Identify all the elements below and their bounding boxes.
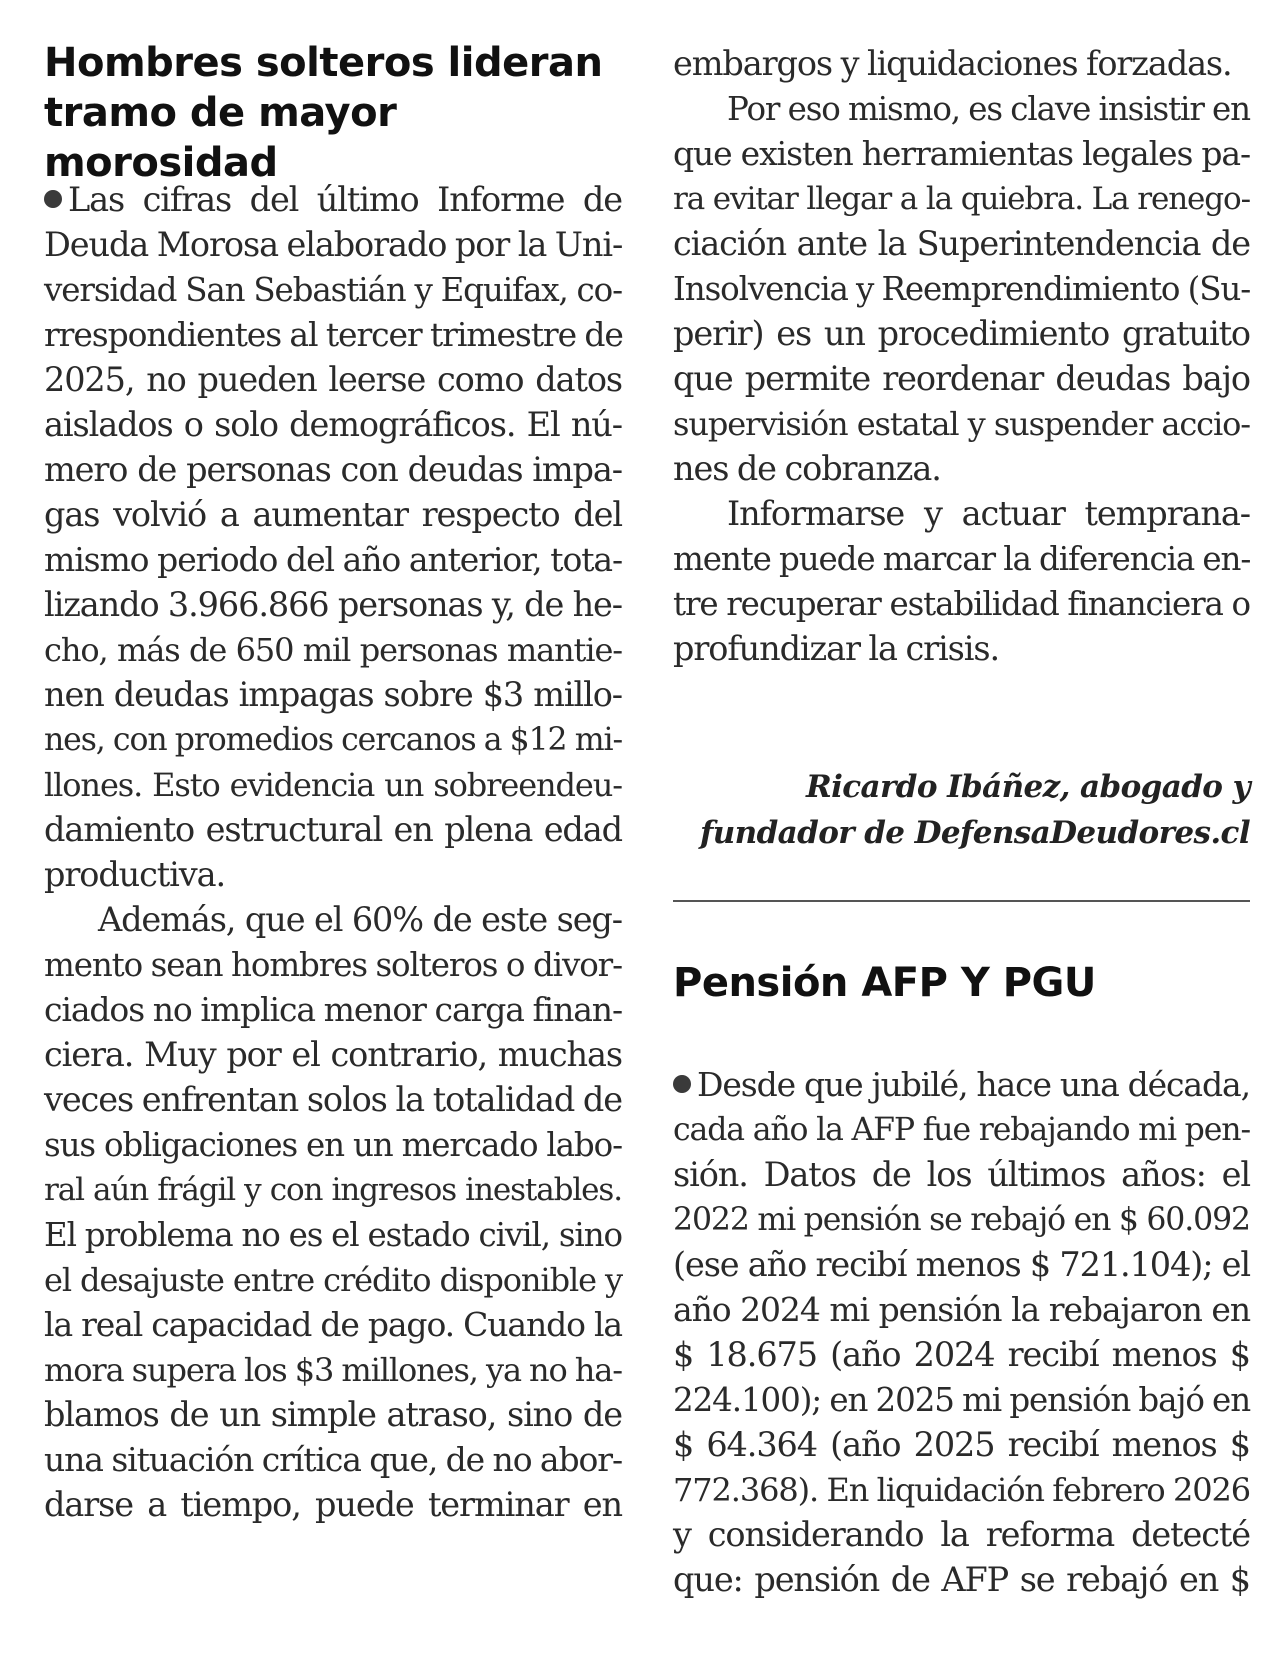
article-1-line: Las cifras del último Informe de xyxy=(44,176,622,224)
article-1-line: nes de cobranza. xyxy=(673,449,941,488)
article-1-line: ra evitar llegar a la quiebra. La renego- xyxy=(673,181,1250,217)
article-1-line: lizando 3.966.866 personas y, de he- xyxy=(44,585,622,624)
author-signature-line: fundador de DefensaDeudores.cl xyxy=(699,815,1250,851)
article-1-line: supervisión estatal y suspender accio- xyxy=(673,405,1250,443)
article-1-line: nes, con promedios cercanos a $12 mi- xyxy=(44,722,622,758)
article-1-line: darse a tiempo, puede terminar en xyxy=(44,1485,622,1524)
article-1-line: blamos de un simple atraso, sino de xyxy=(44,1395,622,1434)
article-2-headline: Pensión AFP Y PGU xyxy=(673,960,1096,1006)
article-1-line: Deuda Morosa elaborado por la Uni- xyxy=(44,225,623,264)
article-1-line: embargos y liquidaciones forzadas. xyxy=(673,44,1232,83)
article-2-line: y considerando la reforma detecté xyxy=(673,1515,1250,1554)
article-1-line: mente puede marcar la diferencia en- xyxy=(673,540,1251,578)
article-1-line: llones. Esto evidencia un sobreendeu- xyxy=(44,766,622,804)
article-1-line: que permite reordenar deudas bajo xyxy=(673,359,1250,398)
article-1-line: ciados no implica menor carga finan- xyxy=(44,990,622,1029)
article-1-line: la real capacidad de pago. Cuando la xyxy=(44,1305,622,1344)
article-1-line: ciación ante la Superintendencia de xyxy=(673,224,1250,263)
article-1-line: una situación crítica que, de no abor- xyxy=(44,1440,622,1479)
article-1-line: mora supera los $3 millones, ya no ha- xyxy=(44,1351,622,1389)
article-1-line: profundizar la crisis. xyxy=(673,629,999,668)
article-1-line: versidad San Sebastián y Equifax, co- xyxy=(44,271,622,309)
article-2-line: año 2024 mi pensión la rebajaron en xyxy=(673,1290,1250,1329)
article-1-line: rrespondientes al tercer trimestre de xyxy=(44,315,623,354)
article-1-line: El problema no es el estado civil, sino xyxy=(44,1216,622,1254)
article-2-line: 2022 mi pensión se rebajó en $ 60.092 xyxy=(673,1202,1250,1238)
article-1-line: Informarse y actuar temprana- xyxy=(727,494,1250,533)
article-2-line: Desde que jubilé, hace una década, xyxy=(673,1061,1250,1109)
section-divider xyxy=(673,900,1250,902)
bullet-icon xyxy=(673,1075,691,1093)
article-1-headline: Hombres solteros lideran tramo de mayor morosidad xyxy=(44,40,603,186)
article-1-line: sus obligaciones en un mercado labo- xyxy=(44,1126,622,1164)
article-1-line: gas volvió a aumentar respecto del xyxy=(44,495,622,534)
article-1-line: mero de personas con deudas impa- xyxy=(44,450,622,489)
article-1-line: el desajuste entre crédito disponible y xyxy=(44,1261,622,1299)
article-1-line: ciera. Muy por el contrario, muchas xyxy=(44,1035,622,1074)
article-2-line: $ 18.675 (año 2024 recibí menos $ xyxy=(673,1335,1250,1374)
article-1-line: aislados o solo demográficos. El nú- xyxy=(44,405,622,444)
article-1-line: Además, que el 60% de este seg- xyxy=(98,900,622,939)
article-2-line: $ 64.364 (año 2025 recibí menos $ xyxy=(673,1425,1250,1464)
article-1-line: Insolvencia y Reemprendimiento (Su- xyxy=(673,270,1251,308)
article-2-line: 772.368). En liquidación febrero 2026 xyxy=(673,1471,1250,1509)
article-2-line: 224.100); en 2025 mi pensión bajó en xyxy=(673,1381,1251,1419)
article-1-line: ral aún frágil y con ingresos inestables. xyxy=(44,1172,622,1208)
author-signature-line: Ricardo Ibáñez, abogado y xyxy=(805,769,1250,805)
bullet-icon xyxy=(44,190,62,208)
article-2-line: (ese año recibí menos $ 721.104); el xyxy=(673,1245,1250,1284)
article-1-line: tre recuperar estabilidad financiera o xyxy=(673,585,1250,623)
article-2-line: que: pensión de AFP se rebajó en $ xyxy=(673,1560,1250,1599)
article-1-line: Por eso mismo, es clave insistir en xyxy=(727,90,1250,128)
article-1-line: damiento estructural en plena edad xyxy=(44,810,622,849)
article-1-line: mento sean hombres solteros o divor- xyxy=(44,946,622,984)
article-1-line: 2025, no pueden leerse como datos xyxy=(44,360,622,399)
article-1-line: que existen herramientas legales pa- xyxy=(673,134,1250,173)
article-1-line: veces enfrentan solos la totalidad de xyxy=(44,1080,622,1119)
article-1-line: productiva. xyxy=(44,855,226,894)
article-1-line: cho, más de 650 mil personas mantie- xyxy=(44,631,622,669)
article-1-line: nen deudas impagas sobre $3 millo- xyxy=(44,675,622,714)
article-2-line: cada año la AFP fue rebajando mi pen- xyxy=(673,1112,1250,1148)
article-1-line: perir) es un procedimiento gratuito xyxy=(673,314,1250,353)
article-2-line: sión. Datos de los últimos años: el xyxy=(673,1155,1250,1194)
article-1-line: mismo periodo del año anterior, tota- xyxy=(44,540,622,579)
